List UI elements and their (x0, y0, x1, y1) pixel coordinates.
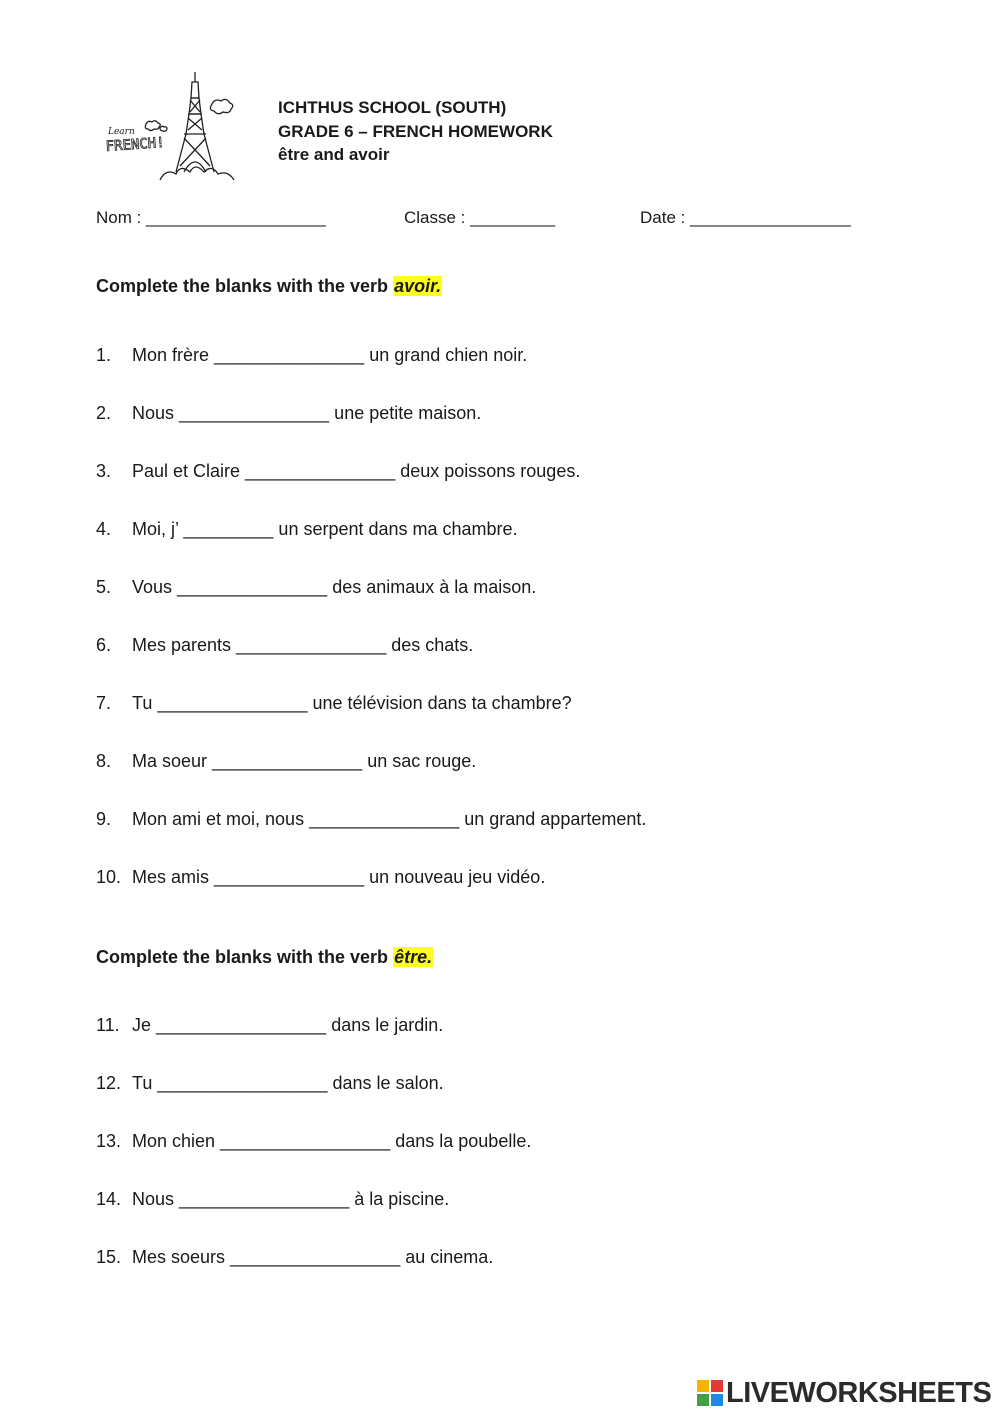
question-item[interactable] (96, 867, 545, 888)
worksheet-header (278, 96, 553, 167)
verb-etre-highlight: être. (394, 947, 433, 967)
question-item[interactable] (96, 519, 518, 540)
question-item[interactable] (96, 693, 572, 714)
instruction-text: Complete the blanks with the verb (96, 276, 394, 296)
question-number: 5. (96, 577, 112, 597)
question-text: Mon ami et moi, nous _______________ un grand appartement. (132, 809, 647, 829)
question-number: 6. (96, 635, 112, 655)
question-text: Nous _______________ une petite maison. (132, 403, 482, 423)
verb-avoir-highlight: avoir. (394, 276, 442, 296)
question-item[interactable] (96, 1131, 531, 1152)
question-number: 2. (96, 403, 112, 423)
classe-field[interactable]: Classe : _________ (404, 208, 556, 227)
question-text: Tu _________________ dans le salon. (132, 1073, 444, 1093)
date-field[interactable]: Date : _________________ (640, 208, 851, 227)
question-text: Vous _______________ des animaux à la maison. (132, 577, 537, 597)
grade-title: GRADE 6 – FRENCH HOMEWORK (278, 121, 553, 141)
topic-title: être and avoir (278, 145, 390, 164)
question-number: 15. (96, 1247, 122, 1267)
question-text: Paul et Claire _______________ deux poissons rouges. (132, 461, 581, 481)
question-text: Ma soeur _______________ un sac rouge. (132, 751, 477, 771)
question-number: 14. (96, 1189, 122, 1209)
question-number: 4. (96, 519, 112, 539)
question-item[interactable] (96, 1015, 443, 1036)
question-text: Tu _______________ une télévision dans ta chambre? (132, 693, 572, 713)
section-etre-instruction (96, 947, 433, 968)
question-item[interactable] (96, 751, 476, 772)
liveworksheets-logo-icon (697, 1380, 723, 1406)
question-number: 7. (96, 693, 112, 713)
question-item[interactable] (96, 577, 536, 598)
question-text: Je _________________ dans le jardin. (132, 1015, 444, 1035)
liveworksheets-brand: LIVEWORKSHEETS (726, 1376, 992, 1409)
section-avoir-instruction (96, 276, 442, 297)
question-item[interactable] (96, 403, 481, 424)
eiffel-tower-icon (100, 68, 240, 190)
question-item[interactable] (96, 461, 580, 482)
question-number: 1. (96, 345, 112, 365)
school-name: ICHTHUS SCHOOL (SOUTH) (278, 98, 507, 117)
question-item[interactable] (96, 1189, 449, 1210)
liveworksheets-footer[interactable] (697, 1377, 991, 1409)
question-item[interactable] (96, 1073, 444, 1094)
question-text: Mes soeurs _________________ au cinema. (132, 1247, 494, 1267)
question-number: 3. (96, 461, 112, 481)
question-text: Mes parents _______________ des chats. (132, 635, 474, 655)
question-number: 12. (96, 1073, 122, 1093)
logo-french-text: FRENCH! (105, 134, 166, 155)
nom-field[interactable]: Nom : ___________________ (96, 208, 326, 227)
instruction-text: Complete the blanks with the verb (96, 947, 394, 967)
question-item[interactable] (96, 345, 527, 366)
question-number: 9. (96, 809, 112, 829)
question-text: Mon chien _________________ dans la poubelle. (132, 1131, 532, 1151)
question-number: 10. (96, 867, 122, 887)
logo-learn-text: Learn (108, 127, 135, 137)
question-item[interactable] (96, 809, 646, 830)
question-text: Mes amis _______________ un nouveau jeu vidéo. (132, 867, 546, 887)
question-text: Nous _________________ à la piscine. (132, 1189, 450, 1209)
question-number: 11. (96, 1015, 120, 1035)
question-item[interactable] (96, 635, 473, 656)
question-text: Moi, j’ _________ un serpent dans ma chambre. (132, 519, 518, 539)
learn-french-logo (100, 68, 240, 190)
question-number: 13. (96, 1131, 122, 1151)
question-number: 8. (96, 751, 112, 771)
question-item[interactable] (96, 1247, 493, 1268)
question-text: Mon frère _______________ un grand chien noir. (132, 345, 528, 365)
